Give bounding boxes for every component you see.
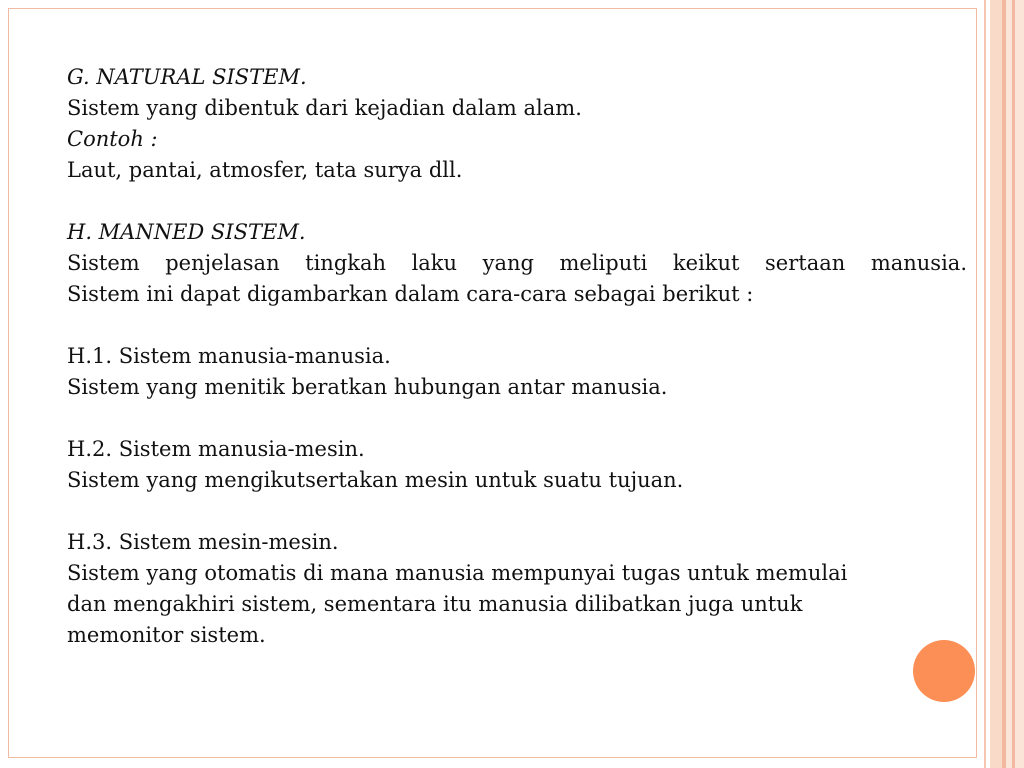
stripe	[990, 0, 1002, 768]
example-label: Contoh :	[67, 127, 158, 151]
section-h-description-line2: Sistem ini dapat digambarkan dalam cara-cara sebagai berikut :	[67, 282, 754, 306]
section-h2-description: Sistem yang mengikutsertakan mesin untuk suatu tujuan.	[67, 468, 684, 492]
decorative-stripes	[984, 0, 1024, 768]
section-h1-title: H.1. Sistem manusia-manusia.	[67, 344, 391, 368]
section-h1-description: Sistem yang menitik beratkan hubungan antar manusia.	[67, 375, 668, 399]
section-g-title: G. NATURAL SISTEM.	[67, 65, 307, 89]
section-h-description-line1: Sistem penjelasan tingkah laku yang meliputi keikut sertaan manusia.	[67, 251, 967, 275]
stripe	[984, 0, 986, 768]
section-h3-description-line2: dan mengakhiri sistem, sementara itu manusia dilibatkan juga untuk	[67, 592, 803, 616]
section-g-example: Laut, pantai, atmosfer, tata surya dll.	[67, 158, 463, 182]
section-h-title: H. MANNED SISTEM.	[67, 220, 306, 244]
stripe	[1015, 0, 1024, 768]
section-h2-title: H.2. Sistem manusia-mesin.	[67, 437, 365, 461]
section-h3-description-line3: memonitor sistem.	[67, 623, 266, 647]
section-h3-description-line1: Sistem yang otomatis di mana manusia mempunyai tugas untuk memulai	[67, 561, 848, 585]
section-g-description: Sistem yang dibentuk dari kejadian dalam alam.	[67, 96, 582, 120]
slide-body	[67, 62, 967, 651]
section-h3-title: H.3. Sistem mesin-mesin.	[67, 530, 339, 554]
stripe	[987, 0, 989, 768]
